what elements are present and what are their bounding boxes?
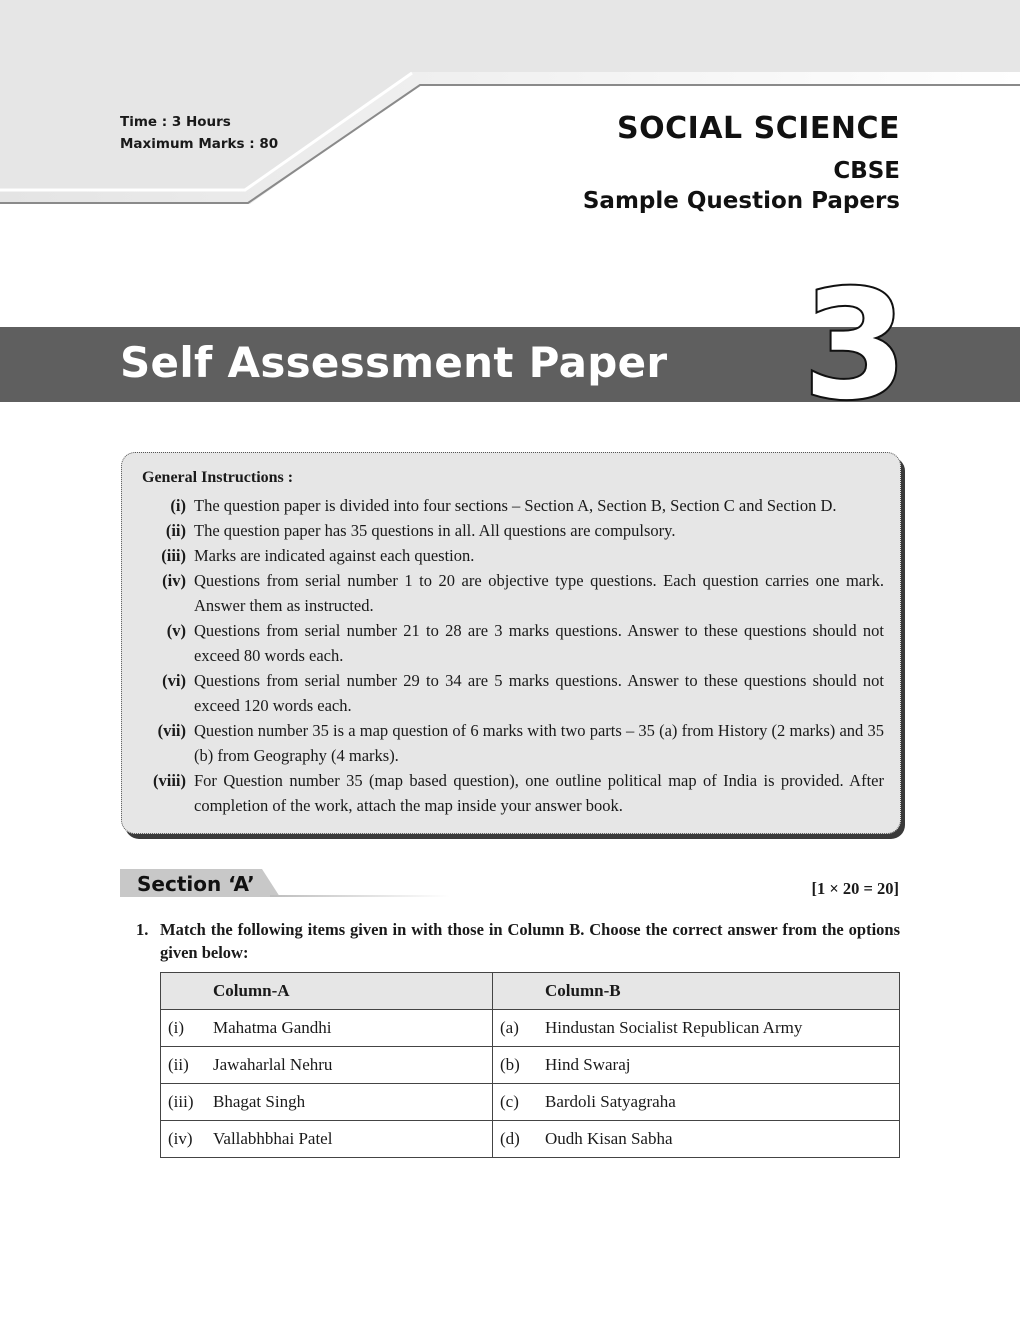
instruction-text: Questions from serial number 29 to 34 are 5 marks questions. Answer to these questions should not exceed 120 words each. xyxy=(194,671,884,715)
instruction-item xyxy=(142,493,884,518)
board-title: CBSE xyxy=(833,158,900,184)
column-a-cell xyxy=(161,1010,493,1047)
column-a-cell xyxy=(161,1121,493,1158)
instruction-number: (iii) xyxy=(161,546,186,565)
instruction-item xyxy=(142,543,884,568)
instruction-number: (ii) xyxy=(165,521,186,540)
item-label: (iv) xyxy=(168,1129,193,1148)
instruction-text: For Question number 35 (map based question), one outline political map of India is provided. After completion of the work, attach the map inside your answer book. xyxy=(194,771,884,815)
instruction-item xyxy=(142,618,884,668)
match-table xyxy=(160,972,900,1158)
item-label: (iii) xyxy=(168,1092,194,1111)
series-title: Sample Question Papers xyxy=(582,188,900,214)
max-marks-label: Maximum Marks : 80 xyxy=(120,136,279,152)
table-row xyxy=(161,1084,900,1121)
item-value: Bhagat Singh xyxy=(213,1092,306,1111)
item-value: Oudh Kisan Sabha xyxy=(545,1129,673,1148)
question-1 xyxy=(136,918,900,964)
instruction-text: Questions from serial number 1 to 20 are objective type questions. Each question carries one mark. Answer them as instructed. xyxy=(194,571,884,615)
question-number: 1. xyxy=(136,920,149,939)
item-value: Hind Swaraj xyxy=(545,1055,631,1074)
instruction-number: (vii) xyxy=(157,721,186,740)
item-label: (i) xyxy=(168,1018,185,1037)
instruction-number: (viii) xyxy=(153,771,186,790)
table-row xyxy=(161,1010,900,1047)
table-header-row xyxy=(161,973,900,1010)
instruction-text: Marks are indicated against each question. xyxy=(194,546,475,565)
section-marks: [1 × 20 = 20] xyxy=(811,879,899,898)
item-label: (b) xyxy=(500,1055,520,1074)
instruction-item xyxy=(142,518,884,543)
instruction-text: The question paper has 35 questions in all. All questions are compulsory. xyxy=(194,521,676,540)
instruction-number: (i) xyxy=(170,496,186,515)
exam-meta xyxy=(120,111,278,155)
item-value: Bardoli Satyagraha xyxy=(545,1092,676,1111)
instruction-item xyxy=(142,768,884,818)
instruction-text: Questions from serial number 21 to 28 are 3 marks questions. Answer to these questions should not exceed 80 words each. xyxy=(194,621,884,665)
item-value: Vallabhbhai Patel xyxy=(213,1129,333,1148)
column-b-header: Column-B xyxy=(545,981,621,1000)
time-label: Time : 3 Hours xyxy=(120,114,231,130)
item-value: Jawaharlal Nehru xyxy=(213,1055,333,1074)
item-label: (c) xyxy=(500,1092,519,1111)
column-a-cell xyxy=(161,1047,493,1084)
paper-number-graphic xyxy=(790,262,920,412)
instruction-number: (iv) xyxy=(162,571,186,590)
instructions-list xyxy=(142,493,884,818)
instruction-number: (vi) xyxy=(162,671,186,690)
column-b-cell xyxy=(493,1084,900,1121)
item-label: (ii) xyxy=(168,1055,189,1074)
instructions-heading: General Instructions : xyxy=(142,469,294,486)
paper-title: Self Assessment Paper xyxy=(120,338,668,387)
item-value: Hindustan Socialist Republican Army xyxy=(545,1018,803,1037)
instruction-number: (v) xyxy=(166,621,186,640)
instruction-item xyxy=(142,668,884,718)
column-a-header: Column-A xyxy=(213,981,290,1000)
column-b-cell xyxy=(493,1121,900,1158)
table-row xyxy=(161,1121,900,1158)
instruction-item xyxy=(142,718,884,768)
column-a-header-cell xyxy=(161,973,493,1010)
instruction-item xyxy=(142,568,884,618)
column-b-cell xyxy=(493,1010,900,1047)
subject-title: SOCIAL SCIENCE xyxy=(617,111,900,146)
item-label: (a) xyxy=(500,1018,519,1037)
paper-number: 3 xyxy=(802,262,908,412)
question-text: Match the following items given in with those in Column B. Choose the correct answer from the options given below: xyxy=(160,920,900,962)
table-row xyxy=(161,1047,900,1084)
column-a-cell xyxy=(161,1084,493,1121)
section-label: Section ‘A’ xyxy=(137,872,255,896)
column-b-header-cell xyxy=(493,973,900,1010)
paper-titles xyxy=(583,108,900,216)
item-label: (d) xyxy=(500,1129,520,1148)
item-value: Mahatma Gandhi xyxy=(213,1018,332,1037)
instruction-text: The question paper is divided into four sections – Section A, Section B, Section C and Section D. xyxy=(194,496,837,515)
instruction-text: Question number 35 is a map question of 6 marks with two parts – 35 (a) from History (2 marks) and 35 (b) from Geography (4 marks). xyxy=(194,721,884,765)
column-b-cell xyxy=(493,1047,900,1084)
